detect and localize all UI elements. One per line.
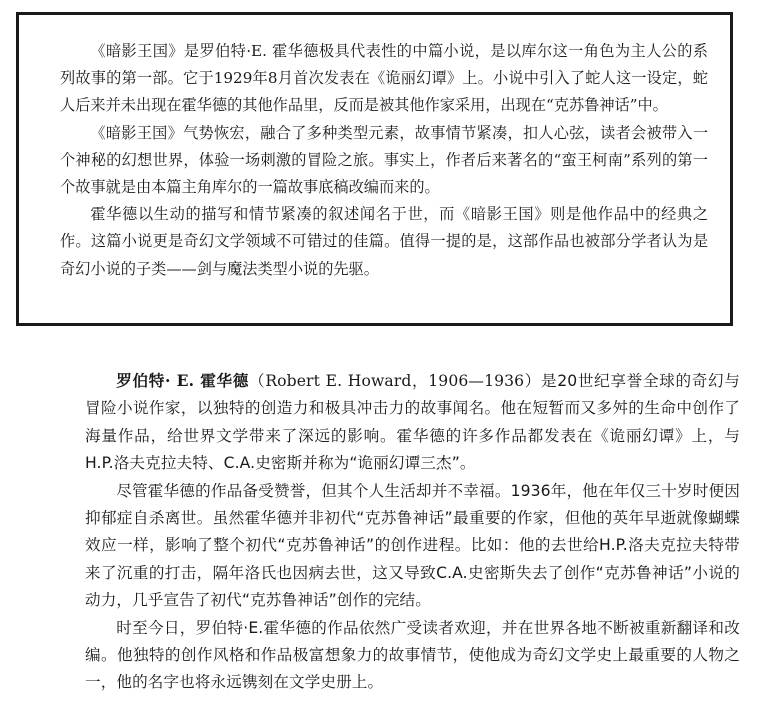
bio-paragraph-1-text: 是20世纪享誉全球的奇幻与冒险小说作家，以独特的创造力和极具冲击力的故事闻名。他在短暂而又多舛的生命中创作了海量作品，给世界文学带来了深远的影响。霍华德的许多作品都发表在《诡丽幻谭》上，与H.P.洛夫克拉夫特、C.A.史密斯并称为“诡丽幻谭三杰”。 (85, 372, 740, 473)
intro-paragraph-2: 《暗影王国》气势恢宏，融合了多种类型元素，故事情节紧凑，扣人心弦，读者会被带入一个神秘的幻想世界，体验一场刺激的冒险之旅。事实上，作者后来著名的“蛮王柯南”系列的第一个故事就是由本篇主角库尔的一篇故事底稿改编而来的。 (60, 123, 708, 197)
author-name-meta: （Robert E. Howard，1906—1936） (249, 372, 541, 390)
intro-text (60, 38, 708, 283)
bio-paragraph-2: 尽管霍华德的作品备受赞誉，但其个人生活却并不幸福。1936年，他在年仅三十岁时便因抑郁症自杀离世。虽然霍华德并非初代“克苏鲁神话”最重要的作家，但他的英年早逝就像蝴蝶效应一样，影响了整个初代“克苏鲁神话”的创作进程。比如：他的去世给H.P.洛夫克拉夫特带来了沉重的打击，隔年洛氏也因病去世，这又导致C.A.史密斯失去了创作“克苏鲁神话”小说的动力，几乎宣告了初代“克苏鲁神话”创作的完结。 (85, 481, 740, 610)
bio-paragraph-1 (85, 367, 740, 478)
bio-paragraph-3: 时至今日，罗伯特·E.霍华德的作品依然广受读者欢迎，并在世界各地不断被重新翻译和改编。他独特的创作风格和作品极富想象力的故事情节，使他成为奇幻文学史上最重要的人物之一，他的名字也将永远镌刻在文学史册上。 (85, 618, 740, 692)
author-name: 罗伯特· E. 霍华德 (116, 371, 250, 390)
author-bio (85, 367, 740, 697)
intro-paragraph-3: 霍华德以生动的描写和情节紧凑的叙述闻名于世，而《暗影王国》则是他作品中的经典之作。这篇小说更是奇幻文学领域不可错过的佳篇。值得一提的是，这部作品也被部分学者认为是奇幻小说的子类——剑与魔法类型小说的先驱。 (60, 205, 708, 278)
intro-box (16, 12, 733, 326)
intro-paragraph-1: 《暗影王国》是罗伯特·E. 霍华德极具代表性的中篇小说，是以库尔这一角色为主人公的系列故事的第一部。它于1929年8月首次发表在《诡丽幻谭》上。小说中引入了蛇人这一设定，蛇人后来并未出现在霍华德的其他作品里，反而是被其他作家采用，出现在“克苏鲁神话”中。 (60, 42, 708, 115)
